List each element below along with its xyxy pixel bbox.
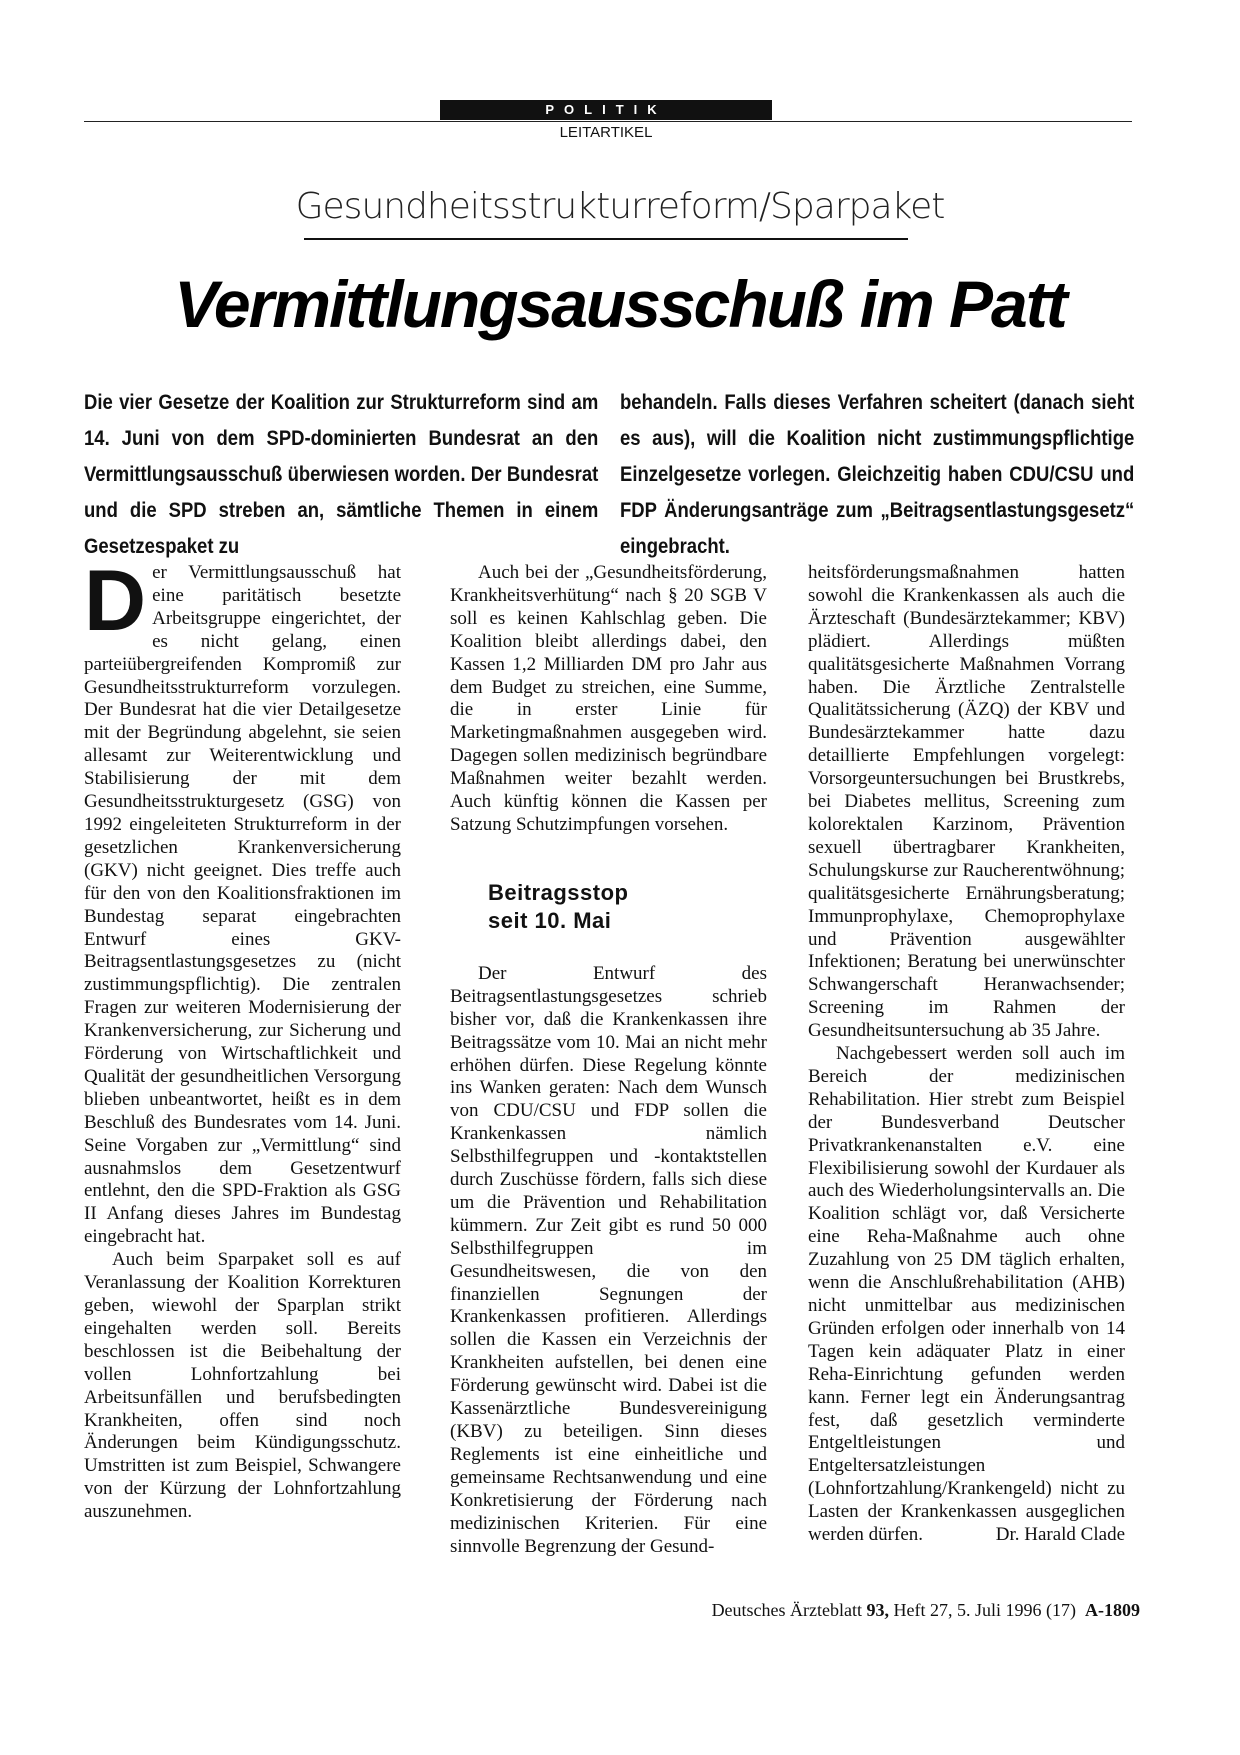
body-column-2 xyxy=(450,562,767,1558)
drop-cap: D xyxy=(84,553,147,649)
page-number: A-1809 xyxy=(1085,1600,1140,1620)
kicker-underline xyxy=(304,238,908,240)
body-paragraph: Auch bei der „Gesundheitsförderung, Krankheitsverhütung“ nach § 20 SGB V soll es keinen Kahlschlag geben. Die Koalition bleibt allerdings dabei, den Kassen 1,2 Milliarden DM pro Jahr aus dem Budget zu streichen, eine Summe, die in erster Linie für Marketingmaßnahmen ausgegeben wird. Dagegen sollen medizinisch begründbare Maßnahmen weiter bezahlt werden. Auch künftig können die Kassen per Satzung Schutzimpfungen vorsehen. xyxy=(450,562,767,835)
lead-paragraph-left: Die vier Gesetze der Koalition zur Strukturreform sind am 14. Juni von dem SPD-dominierten Bundesrat an den Vermittlungsausschuß überwiesen worden. Der Bundesrat und die SPD streben an, sämtliche Themen in einem Gesetzespaket zu xyxy=(84,390,599,558)
lead-paragraph-right: behandeln. Falls dieses Verfahren scheitert (danach sieht es aus), will die Koalition nicht zustimmungspflichtige Einzelgesetze vorlegen. Gleichzeitig haben CDU/CSU und FDP Änderungsanträge zum „Beitragsentlastungsgesetz“ eingebracht. xyxy=(620,390,1135,558)
header-rule xyxy=(84,121,1132,122)
body-column-1 xyxy=(84,553,401,1524)
paragraph-text: er Vermittlungsausschuß hat eine paritätisch besetzte Arbeitsgruppe eingerichtet, der es nicht gelang, einen parteiübergreifenden Kompromiß zur Gesundheitsstrukturreform vorzulegen. Der Bundesrat hat die vier Detailgesetze mit der Begründung abgelehnt, sie seien allesamt zur Weiterentwicklung und Stabilisierung der mit dem Gesundheitsstrukturgesetz (GSG) von 1992 eingeleiteten Strukturreform in der gesetzlichen Krankenversicherung (GKV) nicht geeignet. Dies treffe auch für den von den Koalitionsfraktionen im Bundestag separat eingebrachten Entwurf eines GKV-Beitragsentlastungsgesetzes zu (nicht zustimmungspflichtig). Die zentralen Fragen zur weiteren Modernisierung der Krankenversicherung, zur Sicherung und Förderung von Wirtschaftlichkeit und Qualität der gesundheitlichen Versorgung blieben unbeantwortet, heißt es in dem Beschluß des Bundesrates vom 14. Juni. Seine Vorgaben zur „Vermittlung“ sind ausnahmslos dem Gesetzentwurf entlehnt, den die SPD-Fraktion als GSG II Anfang dieses Jahres im Bundestag eingebracht hat. xyxy=(84,562,401,1248)
body-paragraph: Der Entwurf des Beitragsentlastungsgesetzes schrieb bisher vor, daß die Krankenkassen ihre Beitragssätze vom 10. Mai an nicht mehr erhöhen dürfen. Diese Regelung könnte ins Wanken geraten: Nach dem Wunsch von CDU/CSU und FDP sollen die Krankenkassen nämlich Selbsthilfegruppen und -kontaktstellen durch Zuschüsse fördern, falls sich diese um die Prävention und Rehabilitation kümmern. Zur Zeit gibt es rund 50 000 Selbsthilfegruppen im Gesundheitswesen, die von den finanziellen Segnungen der Krankenkassen profitieren. Allerdings sollen die Kassen ein Verzeichnis der Krankheiten aufstellen, bei denen eine Förderung gewünscht wird. Dabei ist die Kassenärztliche Bundesvereinigung (KBV) zu beteiligen. Sinn dieses Reglements ist eine einheitliche und gemeinsame Rechtsanwendung und eine Konkretisierung der Förderung nach medizinischen Kriterien. Für eine sinnvolle Begrenzung der Gesund- xyxy=(450,962,767,1557)
author-byline: Dr. Harald Clade xyxy=(995,1524,1125,1546)
journal-name: Deutsches Ärzteblatt xyxy=(711,1600,863,1620)
body-paragraph xyxy=(84,553,401,1249)
article-kicker: Gesundheitsstrukturreform/Sparpaket xyxy=(295,186,945,227)
section-subheading xyxy=(488,879,767,935)
article-headline: Vermittlungsausschuß im Patt xyxy=(174,267,1066,341)
section-label: POLITIK xyxy=(440,100,772,120)
subheading-line: seit 10. Mai xyxy=(488,907,612,933)
subsection-label: LEITARTIKEL xyxy=(559,124,653,141)
issue-info: Heft 27, 5. Juli 1996 (17) xyxy=(893,1600,1076,1620)
subheading-line: Beitragsstop xyxy=(488,879,629,905)
volume-number: 93, xyxy=(866,1600,890,1620)
page-footer xyxy=(712,1600,1140,1621)
paragraph-text: Nachgebessert werden soll auch im Bereich der medizinischen Rehabilitation. Hier strebt zum Beispiel der Bundesverband Deutscher Privatkrankenanstalten e.V. eine Flexibilisierung sowohl der Kurdauer als auch des Wiederholungsintervalls an. Die Koalition schlägt vor, daß Versicherte eine Reha-Maßnahme auch ohne Zuzahlung von 25 DM täglich erhalten, wenn die Anschlußrehabilitation (AHB) nicht unmittelbar aus medizinischen Gründen erfolgen oder innerhalb von 14 Tagen kein adäquater Platz in einer Reha-Einrichtung gefunden werden kann. Ferner legt ein Änderungsantrag fest, daß gesetzlich verminderte Entgeltleistungen und Entgeltersatzleistungen (Lohnfortzahlung/Krankengeld) nicht zu Lasten der Krankenkassen ausgeglichen werden dürfen. xyxy=(808,1043,1125,1546)
body-paragraph: heitsförderungsmaßnahmen hatten sowohl die Krankenkassen als auch die Ärzteschaft (Bundesärztekammer; KBV) plädiert. Allerdings müßten qualitätsgesicherte Maßnahmen Vorrang haben. Die Ärztliche Zentralstelle Qualitätssicherung (ÄZQ) der KBV und Bundesärztekammer hatte dazu detaillierte Empfehlungen vorgelegt: Vorsorgeuntersuchungen bei Brustkrebs, bei Diabetes mellitus, Screening zum kolorektalen Karzinom, Prävention sexuell übertragbarer Krankheiten, Schulungskurse zur Raucherentwöhnung; qualitätsgesicherte Ernährungsberatung; Immunprophylaxe, Chemoprophylaxe und Prävention ausgewählter Infektionen; Beratung bei unerwünschter Schwangerschaft Heranwachsender; Screening im Rahmen der Gesundheitsuntersuchung ab 35 Jahre. xyxy=(808,562,1125,1042)
body-paragraph: Auch beim Sparpaket soll es auf Veranlassung der Koalition Korrekturen geben, wiewohl der Sparplan strikt eingehalten werden soll. Bereits beschlossen ist die Beibehaltung der vollen Lohnfortzahlung bei Arbeitsunfällen und berufsbedingten Krankheiten, offen sind noch Änderungen beim Kündigungsschutz. Umstritten ist zum Beispiel, Schwangere von der Kürzung der Lohnfortzahlung auszunehmen. xyxy=(84,1249,401,1523)
body-column-3 xyxy=(808,562,1125,1547)
body-paragraph xyxy=(808,1043,1125,1547)
